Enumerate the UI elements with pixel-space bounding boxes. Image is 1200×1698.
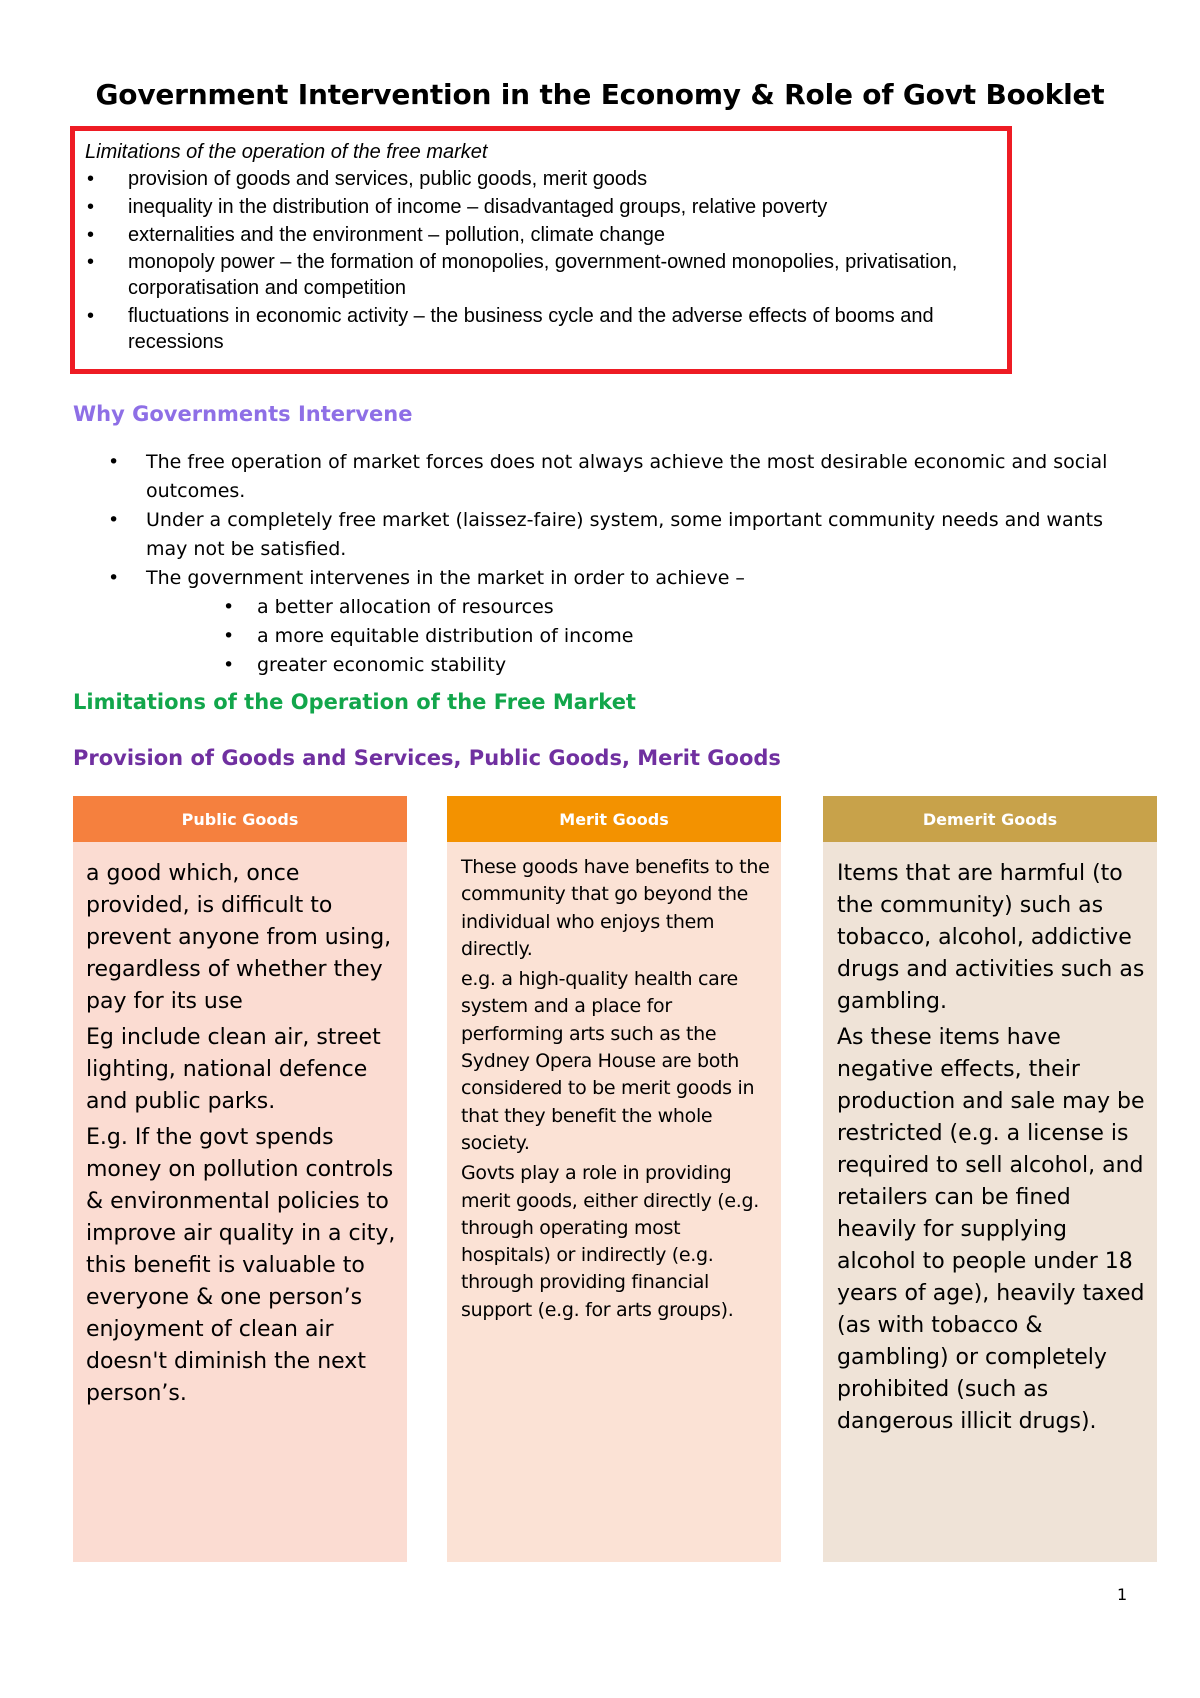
card-body xyxy=(447,842,781,1562)
demerit-goods-card xyxy=(823,796,1157,1562)
limitations-section-heading: Limitations of the Operation of the Free Market xyxy=(73,690,636,714)
limitations-list xyxy=(85,165,997,355)
card-body xyxy=(823,842,1157,1562)
card-paragraph: As these items have negative effects, their production and sale may be restricted (e.g. a license is required to sell alcohol, and retailers can be fined heavily for supplying alcohol to people under 18 years of age), heavily taxed (as with tobacco & gambling) or completely prohibited (such as dangerous illicit drugs). xyxy=(837,1025,1145,1434)
card-paragraph: Govts play a role in providing merit goods, either directly (e.g. through operating most hospitals) or indirectly (e.g. through providing financial support (e.g. for arts groups). xyxy=(461,1162,760,1321)
why-list-item: • Under a completely free market (laissez-faire) system, some important community needs and wants may not be satisfied. xyxy=(108,506,1148,564)
limitations-list-item: • monopoly power – the formation of monopolies, government-owned monopolies, privatisation, corporatisation and competition xyxy=(85,249,997,301)
why-intervene-list xyxy=(108,448,1148,680)
card-paragraph: E.g. If the govt spends money on pollution controls & environmental policies to improve air quality in a city, this benefit is valuable to everyone & one person’s enjoyment of clean air doesn't diminish the next person’s. xyxy=(86,1125,396,1406)
page-number: 1 xyxy=(1117,1585,1128,1604)
limitations-box-heading: Limitations of the operation of the free market xyxy=(85,141,488,163)
why-list-item: • The free operation of market forces does not always achieve the most desirable economic and social outcomes. xyxy=(108,448,1148,506)
limitations-list-item: • inequality in the distribution of income – disadvantaged groups, relative poverty xyxy=(85,193,997,221)
provision-section-heading: Provision of Goods and Services, Public Goods, Merit Goods xyxy=(73,746,781,770)
why-list-item-text: The government intervenes in the market in order to achieve – xyxy=(146,567,745,589)
public-goods-card xyxy=(73,796,407,1562)
card-title: Merit Goods xyxy=(447,796,781,842)
merit-goods-card xyxy=(447,796,781,1562)
card-title: Demerit Goods xyxy=(823,796,1157,842)
limitations-list-item: • fluctuations in economic activity – the business cycle and the adverse effects of booms and recessions xyxy=(85,303,997,355)
why-list-item xyxy=(108,564,1148,680)
card-body xyxy=(73,842,407,1562)
why-sub-list-item: • a better allocation of resources xyxy=(146,593,1148,622)
card-paragraph: Eg include clean air, street lighting, national defence and public parks. xyxy=(86,1025,381,1114)
card-paragraph: a good which, once provided, is difficult to prevent anyone from using, regardless of whether they pay for its use xyxy=(86,861,392,1014)
why-governments-intervene-heading: Why Governments Intervene xyxy=(73,402,413,426)
card-title: Public Goods xyxy=(73,796,407,842)
why-sub-list-item: • greater economic stability xyxy=(146,651,1148,680)
card-paragraph: These goods have benefits to the community that go beyond the individual who enjoys them directly. xyxy=(461,856,770,960)
limitations-summary-box xyxy=(70,126,1012,374)
why-sub-list xyxy=(146,593,1148,680)
limitations-list-item: • provision of goods and services, public goods, merit goods xyxy=(85,165,997,193)
card-paragraph: Items that are harmful (to the community) such as tobacco, alcohol, addictive drugs and activities such as gambling. xyxy=(837,861,1145,1014)
page-title: Government Intervention in the Economy & Role of Govt Booklet xyxy=(95,78,1105,111)
limitations-list-item: • externalities and the environment – pollution, climate change xyxy=(85,221,997,249)
card-paragraph: e.g. a high-quality health care system and a place for performing arts such as the Sydney Opera House are both considered to be merit goods in that they benefit the whole society. xyxy=(461,968,755,1154)
why-sub-list-item: • a more equitable distribution of income xyxy=(146,622,1148,651)
